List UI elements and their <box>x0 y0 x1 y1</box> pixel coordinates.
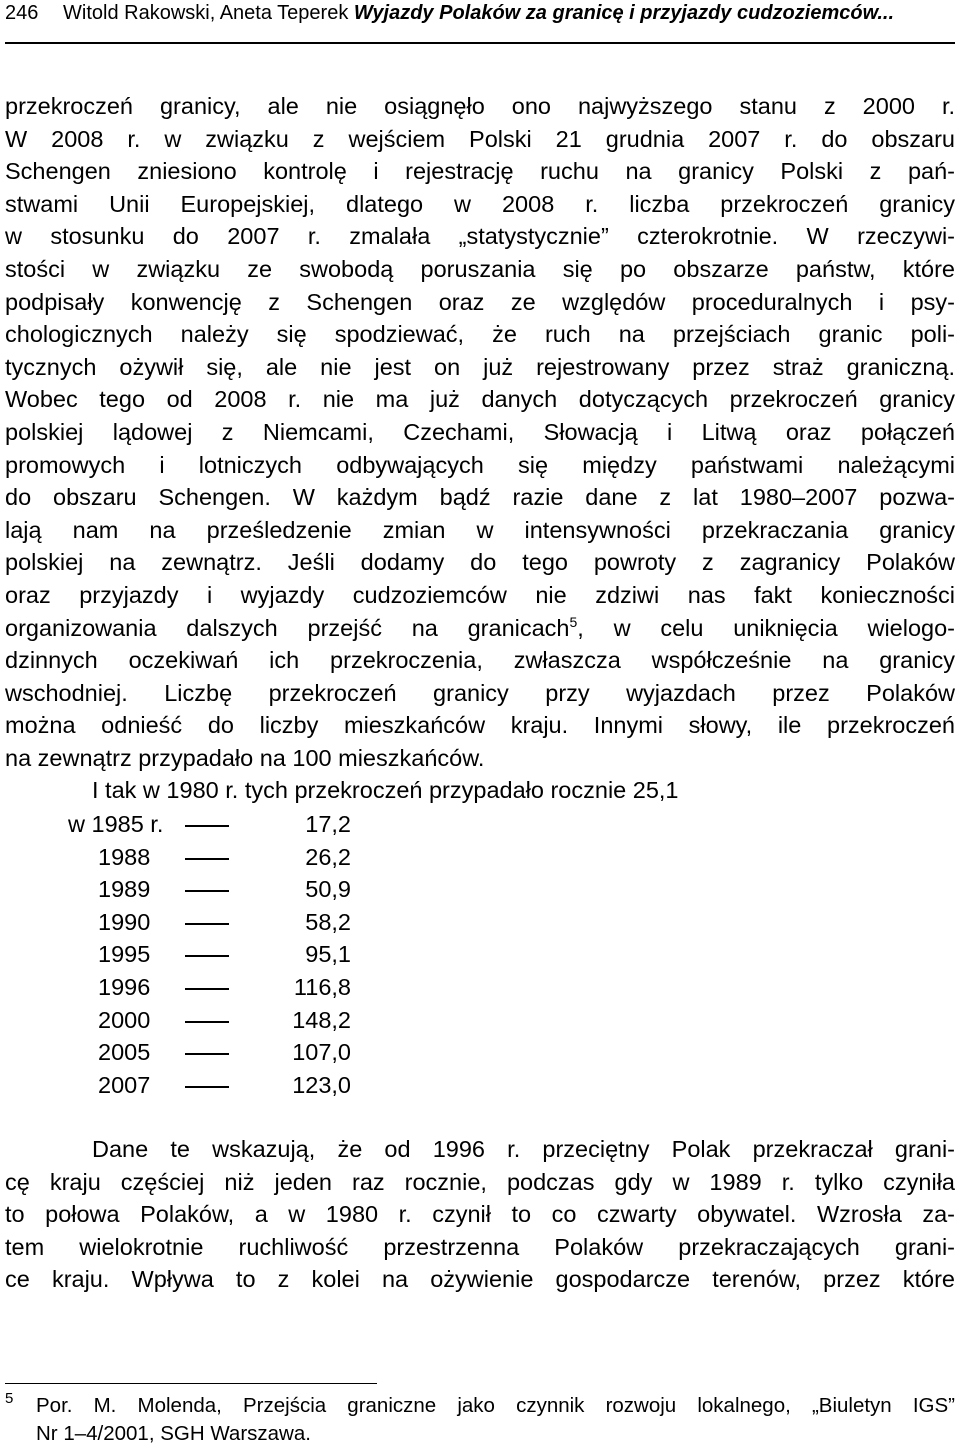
text-line: I tak w 1980 r. tych przekroczeń przypadało rocznie 25,1 <box>92 777 679 804</box>
text-line: przekroczeń granicy, ale nie osiągnęło ono najwyższego stanu z 2000 r. <box>5 93 955 119</box>
stat-value: 17,2 <box>305 811 351 837</box>
stat-row <box>0 1004 500 1037</box>
page-number: 246 <box>5 2 39 24</box>
stat-year: 2007 <box>98 1071 151 1098</box>
text-line: wschodniej. Liczbę przekroczeń granicy przy wyjazdach przez Polaków <box>5 679 955 706</box>
stat-year: 1990 <box>98 908 151 935</box>
stat-row <box>0 906 500 939</box>
dash <box>185 1053 229 1055</box>
text-line: na zewnątrz przypadało na 100 mieszkańców. <box>5 744 485 771</box>
text-line: stwami Unii Europejskiej, dlatego w 2008 r. liczba przekroczeń granicy <box>5 190 955 217</box>
stat-year: 1996 <box>98 973 151 1000</box>
dash <box>185 1086 229 1088</box>
stat-year: w 1985 r. <box>68 811 164 837</box>
text-line: dzinnych oczekiwań ich przekroczenia, zwłaszcza współcześnie na granicy <box>5 647 955 674</box>
stat-year: 2005 <box>98 1039 151 1066</box>
stat-row <box>0 1069 500 1102</box>
footnote-number: 5 <box>5 1390 14 1407</box>
stat-value: 26,2 <box>305 843 351 870</box>
running-header <box>5 2 955 32</box>
text-line: stości w związku ze swobodą poruszania się po obszarze państw, które <box>5 255 955 282</box>
stat-row <box>0 841 500 874</box>
stat-value: 123,0 <box>292 1071 351 1098</box>
text-line: w stosunku do 2007 r. zmalała „statystycznie” czterokrotnie. W rzeczywi- <box>5 223 955 250</box>
stat-value: 107,0 <box>292 1039 351 1066</box>
dash <box>185 923 229 925</box>
stat-year: 1989 <box>98 876 151 903</box>
header-text <box>63 2 894 25</box>
stat-year: 1995 <box>98 941 151 968</box>
stat-year: 1988 <box>98 843 151 870</box>
text-line: ce kraju. Wpływa to z kolei na ożywienie gospodarcze terenów, przez które <box>5 1266 955 1293</box>
dash <box>185 858 229 860</box>
text-line: to połowa Polaków, a w 1980 r. czynił to co czwarty obywatel. Wzrosła za- <box>5 1201 955 1228</box>
statistics-list <box>0 808 500 1101</box>
footnote-line: Por. M. Molenda, Przejścia graniczne jako czynnik rozwoju lokalnego, „Biuletyn IGS” <box>36 1394 955 1417</box>
text-line: polskiej na zewnątrz. Jeśli dodamy do tego powroty z zagranicy Polaków <box>5 549 955 576</box>
stat-value: 148,2 <box>292 1006 351 1033</box>
text-line: Schengen zniesiono kontrolę i rejestrację ruchu na granicy Polski z pań- <box>5 158 955 185</box>
stat-row <box>0 1036 500 1069</box>
dash <box>185 988 229 990</box>
text-segment: , w celu uniknięcia wielogo- <box>577 614 955 641</box>
footnote-rule <box>5 1383 377 1384</box>
stat-value: 116,8 <box>293 973 351 1000</box>
stat-row <box>0 873 500 906</box>
text-line: Wobec tego od 2008 r. nie ma już danych dotyczących przekroczeń granicy <box>5 386 955 413</box>
dash <box>185 825 229 827</box>
text-line: oraz przyjazdy i wyjazdy cudzoziemców nie zdziwi nas fakt konieczności <box>5 581 955 608</box>
text-line: lają nam na prześledzenie zmian w intensywności przekraczania granicy <box>5 516 955 543</box>
stat-value: 95,1 <box>305 941 351 968</box>
stat-row <box>0 808 500 841</box>
footnote-line: Nr 1–4/2001, SGH Warszawa. <box>36 1422 311 1445</box>
header-rule <box>5 42 955 44</box>
text-line: można odnieść do liczby mieszkańców kraju. Innymi słowy, ile przekroczeń <box>5 712 955 739</box>
body-paragraph-2 <box>5 1133 955 1296</box>
dash <box>185 1021 229 1023</box>
text-line: do obszaru Schengen. W każdym bądź razie dane z lat 1980–2007 pozwa- <box>5 484 955 511</box>
stat-row <box>0 971 500 1004</box>
text-line: promowych i lotniczych odbywających się między państwami należącymi <box>5 451 955 478</box>
text-line: podpisały konwencję z Schengen oraz ze względów proceduralnych i psy- <box>5 288 955 315</box>
stat-row <box>0 938 500 971</box>
text-line-with-footnote <box>5 612 955 645</box>
text-line: W 2008 r. w związku z wejściem Polski 21 grudnia 2007 r. do obszaru <box>5 125 955 152</box>
text-line: polskiej lądowej z Niemcami, Czechami, Słowacją i Litwą oraz połączeń <box>5 418 955 445</box>
dash <box>185 955 229 957</box>
stat-value: 58,2 <box>305 908 351 935</box>
text-line: tycznych ożywił się, ale nie jest on już rejestrowany przez straż graniczną. <box>5 353 955 380</box>
dash <box>185 890 229 892</box>
header-authors: Witold Rakowski, Aneta Teperek <box>63 2 349 24</box>
stat-year: 2000 <box>98 1006 151 1033</box>
text-segment: organizowania dalszych przejść na granicach <box>5 614 570 641</box>
body-paragraph <box>5 90 955 807</box>
stat-value: 50,9 <box>305 876 351 903</box>
text-line: tem wielokrotnie ruchliwość przestrzenna Polaków przekraczających grani- <box>5 1233 955 1260</box>
text-line: chologicznych należy się spodziewać, że ruch na przejściach granic poli- <box>5 321 955 348</box>
text-line: cę kraju częściej niż jeden raz rocznie, podczas gdy w 1989 r. tylko czyniła <box>5 1168 955 1195</box>
text-line: Dane te wskazują, że od 1996 r. przeciętny Polak przekraczał grani- <box>92 1136 955 1162</box>
header-title: Wyjazdy Polaków za granicę i przyjazdy cudzoziemców... <box>353 2 895 24</box>
footnote-ref: 5 <box>569 613 578 630</box>
